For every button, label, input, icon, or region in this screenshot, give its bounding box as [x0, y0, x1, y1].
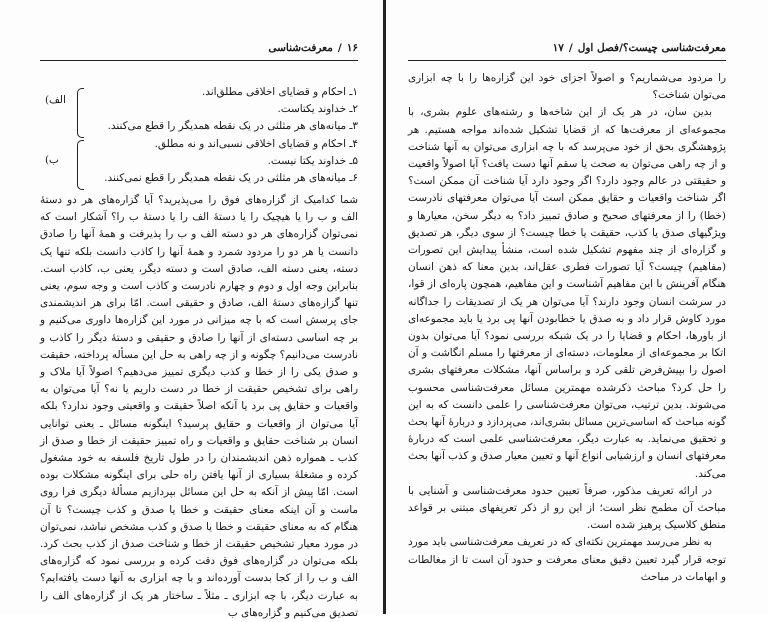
group-b-label: ب) [45, 154, 59, 166]
paragraph: در ارائه تعریف مذکور، صرفاً تعیین حدود معرفت‌شناسی و آشنایی با مباحث آن مطمح نظر است؛ از این رو از ذکر تعریفهای مبتنی بر قواعد منطق کلاسیک پرهیز شده است. [408, 484, 726, 532]
right-page [386, 0, 768, 614]
right-page-number: ۱۷ [552, 42, 564, 54]
paragraph: شما کدامیک از گزاره‌های فوق را می‌پذیرید؟ آیا گزاره‌های هر دو دستهٔ الف و ب را یا هیچیک را یا دستهٔ الف را یا دستهٔ ب را؟ آشکار است که نمی‌توان گزاره‌های هر دو دسته الف و ب را پذیرفت و همهٔ آنها را صادق دانست یا هر دو را مردود شمرد و همهٔ آنها را کاذب دانست بلکه تنها یک دسته، یعنی دسته الف، صادق است و دسته دیگر، یعنی ب، کاذب است. بنابراین وجه اول و دوم و چهارم نادرست و کاذب است و وجه سوم، یعنی تنها گزاره‌های دستهٔ الف، صادق و حقیقی است. امّا برای هر اندیشمندی جای پرسش است که با چه میزانی در مورد این گزاره‌ها داوری می‌کنیم و بر چه اساسی دسته‌ای از آنها را صادق و حقیقی و دستهٔ دیگر را کاذب و نادرست می‌دانیم؟ چگونه و از چه راهی به حل این مسأله پرداخته، حقیقت و صدق یکی را از خطا و کذب دیگری تمییز می‌دهیم؟ اصولاً آیا ملاک و راهی برای تشخیص حقیقت از خطا در دست داریم یا نه؟ آیا می‌توان به واقعیات و حقایق پی برد یا آنکه اصلاً حقیقت و واقعیتی وجود ندارد؟ بلکه آیا می‌توان از واقعیات و حقایق پرسید؟ اینگونه مسائل ـ یعنی توانایی انسان بر شناخت حقایق و واقعیات و راه تمییز حقیقت از خطا و صدق از کذب ـ همواره ذهن اندیشمندان را در طول تاریخ فلسفه به خود مشغول کرده و مشغلهٔ بسیاری از آنها یافتن راه حلی برای اینگونه مشکلات بوده است. امّا پیش از آنکه به حل این مسائل بپردازیم مسألهٔ دیگری فرا روی ماست و آن اینکه معنای حقیقت و خطا یا صدق و کذب چیست؟ تا آن هنگام که به معنای حقیقت و خطا یا صدق و کذب مشخص نباشد، نمی‌توان در مورد معیار تشخیص حقیقت از خطا و شناخت صدق از کذب بحث کرد. بلکه می‌توان در گزاره‌های فوق دقت کرده و بررسی نمود که گزاره‌های الف و ب را از کجا بدست آورده‌اند و با چه ابزاری به آنها دست یافته‌ایم؟ به عبارت دیگر، با چه ابزاری ـ مثلاً ـ ساختار هر یک از گزاره‌های الف را تصدیق می‌کنیم و گزاره‌های ب [40, 194, 358, 619]
left-page [0, 0, 383, 619]
list-item: ۱ـ احکام و قضایای اخلاقی مطلق‌اند. [201, 86, 358, 98]
list-item: ۲ـ خداوند یکتاست. [277, 103, 358, 116]
list-item: ۶ـ میانه‌های هر مثلثی در یک نقطه همدیگر را قطع نمی‌کنند. [104, 172, 358, 185]
right-header-separator: / [568, 42, 573, 54]
right-running-title: معرفت‌شناسی چیست؟/فصل اول [577, 42, 726, 54]
paragraph: بدین سان، در هر یک از این شاخه‌ها و رشته‌های علوم بشری، با مجموعه‌ای از معرفت‌ها که از قضایا تشکیل شده‌اند مواجه هستیم. هر پژوهشگری بحق از خود می‌پرسد که با چه ابزاری می‌توان به آنها شناخت و از چه راهی می‌توان به صحت یا سقم آنها دست یافت؟ آیا اصولاً واقعیت و حقیقتی در عالم وجود دارد؟ اگر وجود دارد آیا شناخت آن ممکن است؟ اگر شناخت واقعیات و حقایق ممکن است آیا می‌توان معرفتهای نادرست (خطا) را از معرفتهای صحیح و صادق تمییز داد؟ به دیگر سخن، معیارها و ویژگیهای صدق یا کذب، حقیقت یا خطا چیست؟ از سوی دیگر، هر تصدیق و گزاره‌ای از چند مفهوم تشکیل شده است، منشأ پیدایش این تصورات (مفاهیم) چیست؟ آیا تصورات فطری عقل‌اند، بدین معنا که ذهن انسان هنگام آفرینش با این مفاهیم آشناست و این مفاهیم، همچون پاره‌ای از قوا، در سرشت انسان وجود دارند؟ آیا می‌توان هر یک از تصدیقات را جداگانه مورد کاوش قرار داد و به صدق یا خطابودن آنها پی برد یا باید مجموعه‌ای از باورها، احکام و قضایا را در یک شبکه بررسی نمود؟ آیا می‌توان بدون اتکا بر مجموعه‌ای از معلومات، دسته‌ای از معرفتها را مسلم انگاشت و آن اصول را بپیش‌فرض تلقی کرد و براساس آنها، مشکلات معرفتهای بشری را حل کرد؟ مباحث ذکرشده مهمترین مسائل معرفت‌شناسی محسوب می‌شوند. بدین ترتیب، می‌توان معرفت‌شناسی را علمی دانست که به این گونه مباحث که اساسی‌ترین مسائل بشری‌اند، می‌پردازد و دربارهٔ آنها بحث و تحقیق می‌نماید. به عبارت دیگر، معرفت‌شناسی علمی است که دربارهٔ معرفتهای انسان و ارزشیابی انواع آنها و تعیین معیار صدق و کذب آنها بحث می‌کند. [408, 106, 726, 480]
left-running-title: معرفت‌شناسی [268, 42, 333, 54]
group-b-brace [77, 140, 84, 190]
left-page-number: ۱۶ [346, 42, 358, 54]
right-body-text [408, 70, 726, 604]
group-a-list [96, 84, 358, 136]
left-header-separator: / [337, 42, 342, 54]
group-b-list [96, 136, 358, 188]
right-header-rule [408, 60, 726, 61]
left-body-text [40, 192, 358, 619]
group-a-brace [77, 88, 84, 138]
group-a-label: الف) [45, 94, 66, 106]
left-page-header [40, 38, 358, 58]
paragraph: را مردود می‌شماریم؟ و اصولاً اجزای خود این گزاره‌ها را با چه ابزاری می‌توان شناخت؟ [408, 72, 726, 102]
list-item: ۵ـ خداوند یکتا نیست. [267, 155, 358, 168]
paragraph: به نظر می‌رسد مهمترین نکته‌ای که در تعریف معرفت‌شناسی باید مورد توجه قرار گیرد تعیین دقیق معنای معرفت و حدود آن است تا از مغالطات و ابهامات در مباحث [408, 536, 726, 583]
list-item: ۴ـ احکام و قضایای اخلاقی نسبی‌اند و نه مطلق. [154, 138, 358, 150]
right-page-header [408, 38, 726, 58]
list-item: ۳ـ میانه‌های هر مثلثی در یک نقطه همدیگر را قطع می‌کنند. [107, 120, 358, 133]
left-header-rule [40, 60, 358, 61]
